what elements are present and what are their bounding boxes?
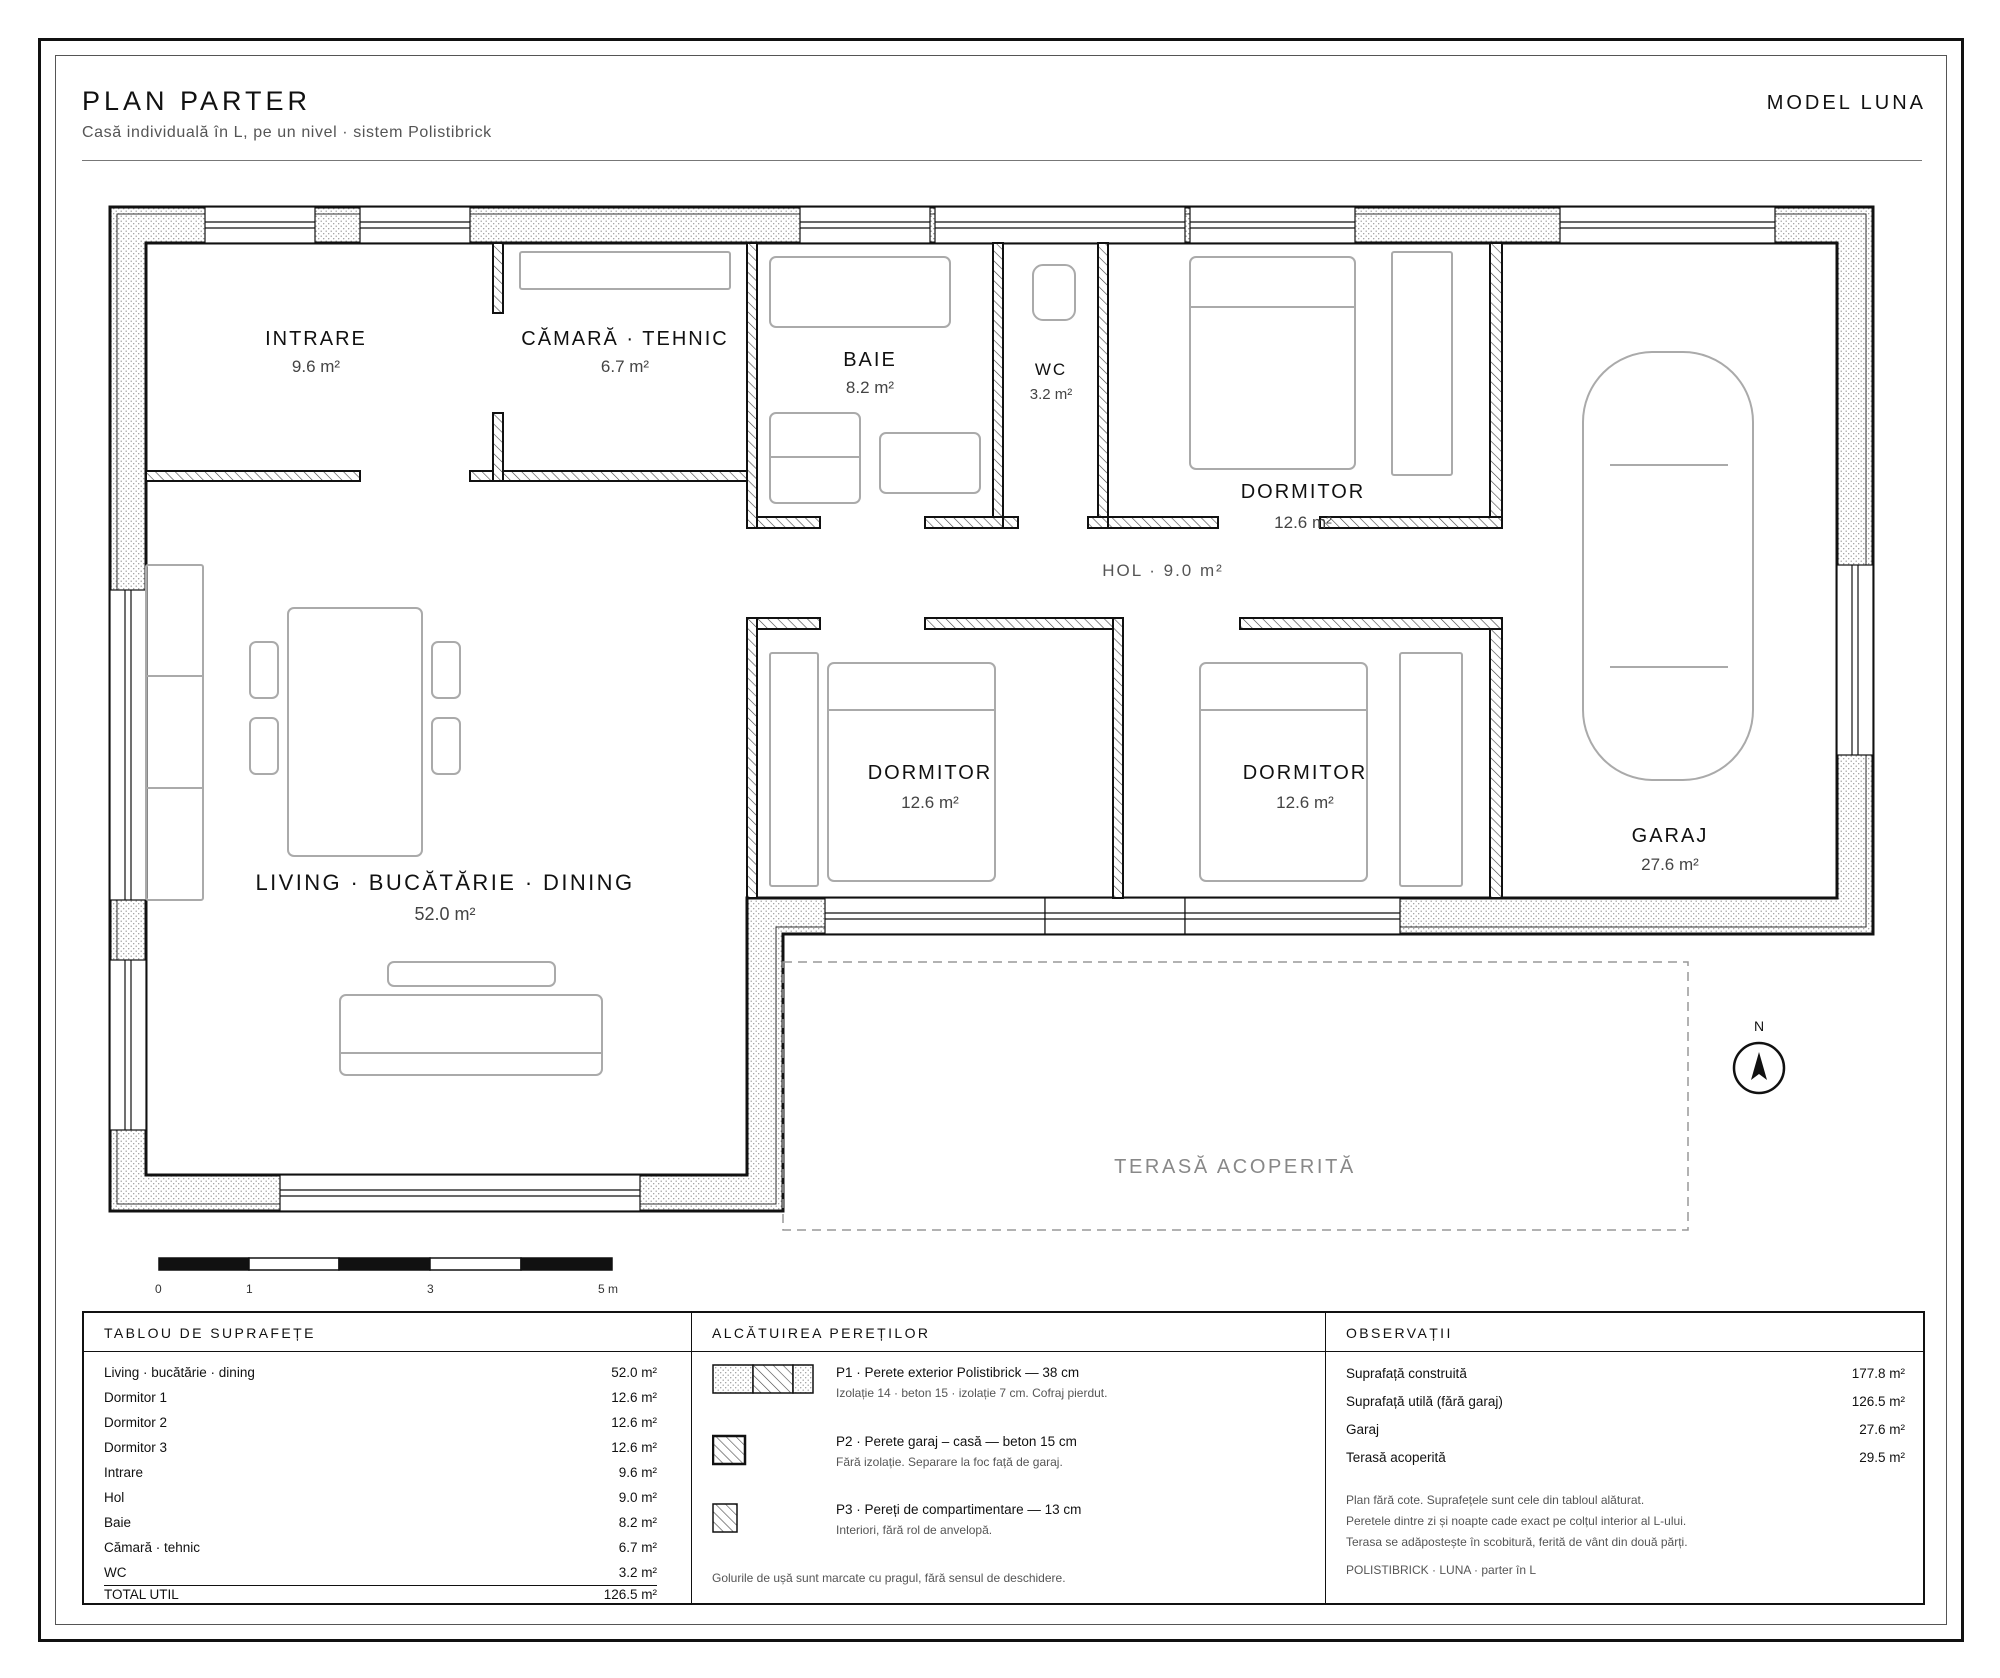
wall-p1-desc: Izolație 14 · beton 15 · izolație 7 cm. Cofraj pierdut.	[836, 1386, 1108, 1400]
room-name-garaj: GARAJ	[1631, 825, 1709, 847]
window-baie	[800, 207, 930, 243]
window-dormitor-s2	[1045, 898, 1185, 934]
wall-p3-desc: Interiori, fără rol de anvelopă.	[836, 1523, 993, 1537]
table-row: Cămară · tehnic 6.7 m²	[104, 1540, 657, 1555]
wall-p2-swatch	[712, 1433, 752, 1467]
table-row: Living · bucătărie · dining 52.0 m²	[104, 1365, 657, 1380]
room-area-camara: 6.7 m²	[600, 357, 650, 376]
notes-row: Suprafață construită 177.8 m²	[1346, 1366, 1905, 1381]
wall-p3-title: P3 · Pereți de compartimentare — 13 cm	[836, 1502, 1082, 1517]
notes-row: Suprafață utilă (fără garaj) 126.5 m²	[1346, 1394, 1905, 1409]
furniture	[146, 252, 1753, 1075]
wall-p2-desc: Fără izolație. Separare la foc față de garaj.	[836, 1455, 1063, 1469]
window-intrare	[205, 207, 315, 243]
walls-note: Golurile de ușă sunt marcate cu pragul, fără sensul de deschidere.	[712, 1571, 1066, 1585]
room-area-wc: 3.2 m²	[1029, 386, 1073, 403]
window-dormitor-s2b	[1185, 898, 1400, 934]
table-row: Dormitor 2 12.6 m²	[104, 1415, 657, 1430]
room-name-camara: CĂMARĂ · TEHNIC	[521, 328, 729, 350]
room-area-garaj: 27.6 m²	[1641, 855, 1699, 874]
wall-type-p2	[712, 1433, 1315, 1493]
room-label-hol: HOL · 9.0 m²	[1102, 561, 1224, 580]
window-hol	[935, 207, 1185, 243]
wall-p1-swatch	[712, 1364, 816, 1394]
baie-vanity	[880, 433, 980, 493]
legend-tables	[82, 1311, 1925, 1605]
window-living-west-1	[110, 590, 146, 900]
notes-row: Terasă acoperită 29.5 m²	[1346, 1450, 1905, 1465]
scale-label-3: 3	[427, 1282, 434, 1296]
notes-panel	[1326, 1313, 1925, 1603]
scale-bar	[159, 1258, 612, 1270]
baie-tub	[770, 257, 950, 327]
model-name: MODEL LUNA	[1766, 92, 1926, 114]
wall-p1-title: P1 · Perete exterior Polistibrick — 38 cm	[836, 1365, 1080, 1380]
notes-line: Plan fără cote. Suprafețele sunt cele din tabloul alăturat.	[1346, 1493, 1645, 1507]
room-name-living: LIVING · BUCĂTĂRIE · DINING	[255, 870, 635, 895]
table-total-row: TOTAL UTIL 126.5 m²	[104, 1585, 657, 1605]
room-area-dormitor-s2: 12.6 m²	[1276, 793, 1334, 812]
terrace-label: TERASĂ ACOPERITĂ	[1114, 1156, 1356, 1178]
room-name-baie: BAIE	[843, 349, 897, 371]
coffee-table	[388, 962, 555, 986]
car	[1583, 352, 1753, 780]
table-row: Dormitor 3 12.6 m²	[104, 1440, 657, 1455]
room-area-baie: 8.2 m²	[845, 378, 895, 397]
wardrobe-dormitor-s2	[1400, 653, 1462, 886]
scale-label-0: 0	[155, 1282, 162, 1296]
north-arrow	[1734, 1018, 1784, 1093]
notes-line: Peretele dintre zi și noapte cade exact pe colțul interior al L-ului.	[1346, 1514, 1687, 1528]
scale-label-1: 1	[246, 1282, 253, 1296]
page-title: PLAN PARTER	[82, 86, 312, 116]
walls-legend-title: ALCĂTUIREA PEREȚILOR	[692, 1313, 1325, 1352]
room-name-dormitor-s1: DORMITOR	[867, 762, 993, 784]
window-dormitor-n	[1190, 207, 1355, 243]
room-area-dormitor-n: 12.6 m²	[1274, 513, 1332, 532]
window-camara	[360, 207, 470, 243]
scale-label-5: 5 m	[598, 1282, 619, 1296]
wall-p3-swatch	[712, 1501, 752, 1535]
page-subtitle: Casă individuală în L, pe un nivel · sistem Polistibrick	[82, 124, 492, 141]
notes-line: Terasa se adăpostește în scobitură, ferită de vânt din două părți.	[1346, 1535, 1688, 1549]
wardrobe-dormitor-n	[1392, 252, 1452, 475]
table-row: Intrare 9.6 m²	[104, 1465, 657, 1480]
areas-table-title: TABLOU DE SUPRAFEȚE	[84, 1313, 691, 1352]
chair	[250, 718, 278, 774]
north-arrow-icon	[1751, 1052, 1767, 1080]
window-garaj-east	[1837, 565, 1873, 755]
garage-door	[1560, 207, 1775, 243]
walls-legend	[692, 1313, 1326, 1603]
room-area-living: 52.0 m²	[414, 904, 476, 924]
wall-p2-title: P2 · Perete garaj – casă — beton 15 cm	[836, 1434, 1077, 1449]
wall-type-p3	[712, 1501, 1315, 1561]
room-name-intrare: INTRARE	[265, 328, 367, 350]
north-label: N	[1753, 1018, 1765, 1034]
notes-row: Garaj 27.6 m²	[1346, 1422, 1905, 1437]
notes-title: OBSERVAȚII	[1326, 1313, 1925, 1352]
room-area-dormitor-s1: 12.6 m²	[901, 793, 959, 812]
camara-shelf	[520, 252, 730, 289]
wardrobe-dormitor-s1	[770, 653, 818, 886]
room-name-dormitor-s2: DORMITOR	[1242, 762, 1368, 784]
window-dormitor-s1	[825, 898, 1045, 934]
window-living-south	[280, 1175, 640, 1211]
areas-table	[84, 1313, 692, 1603]
table-row: Hol 9.0 m²	[104, 1490, 657, 1505]
wall-type-p1	[712, 1364, 1315, 1424]
room-area-intrare: 9.6 m²	[291, 357, 341, 376]
notes-footer: POLISTIBRICK · LUNA · parter în L	[1346, 1563, 1537, 1577]
chair	[432, 718, 460, 774]
sofa	[340, 995, 602, 1075]
wc-toilet	[1033, 265, 1075, 320]
chair	[250, 642, 278, 698]
covered-terrace-outline	[783, 962, 1688, 1230]
table-row: WC 3.2 m²	[104, 1565, 657, 1580]
table-row: Dormitor 1 12.6 m²	[104, 1390, 657, 1405]
window-living-west-2	[110, 960, 146, 1130]
kitchen-counter	[146, 565, 203, 900]
table-row: Baie 8.2 m²	[104, 1515, 657, 1530]
dining-table	[288, 608, 422, 856]
room-name-wc: WC	[1034, 360, 1068, 379]
room-name-dormitor-n: DORMITOR	[1240, 481, 1366, 503]
bed-dormitor-n	[1190, 257, 1355, 469]
chair	[432, 642, 460, 698]
